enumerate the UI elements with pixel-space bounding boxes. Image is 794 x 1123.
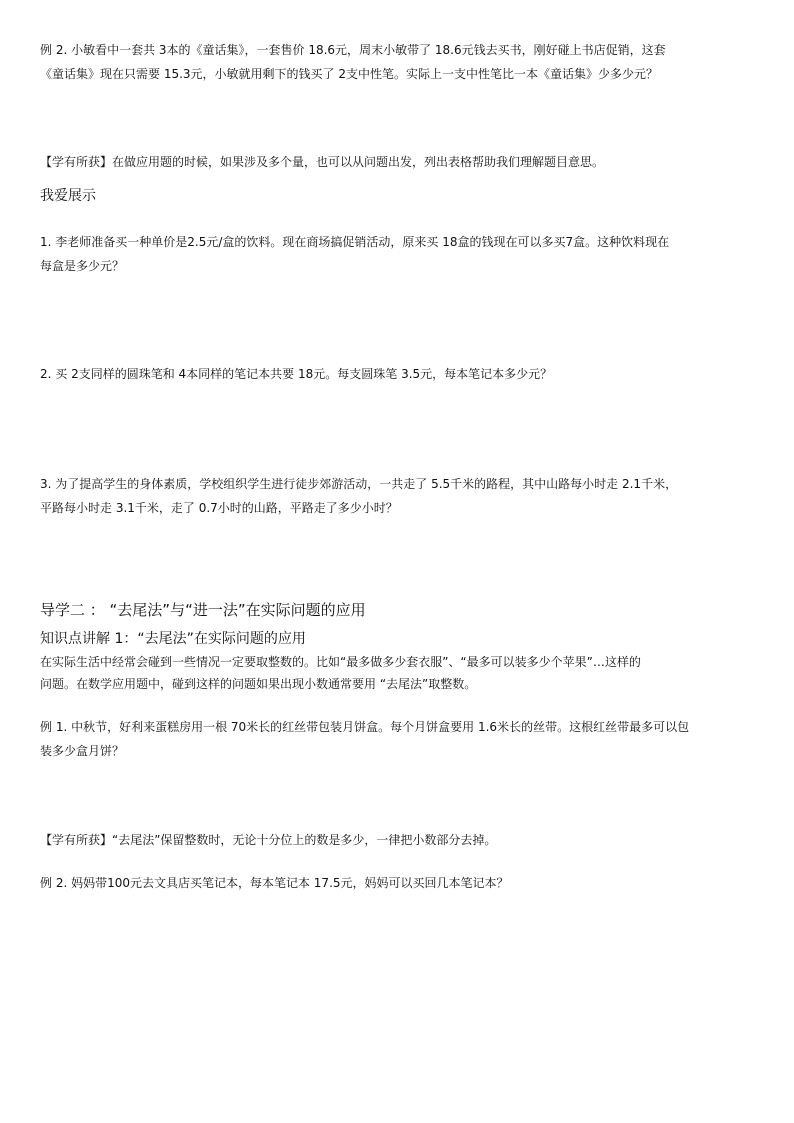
learning-summary-1: 【学有所获】在做应用题的时候，如果涉及多个量，也可以从问题出发，列出表格帮助我们理解题目意思。: [40, 155, 605, 169]
question-3-line-1: 3. 为了提高学生的身体素质，学校组织学生进行徒步郊游活动，一共走了 5.5千米的路程，其中山路每小时走 2.1千米，: [40, 477, 678, 491]
example-2-problem: [40, 38, 752, 86]
example-1-problem: [40, 715, 752, 763]
question-1-line-1: 1. 李老师准备买一种单价是2.5元/盒的饮料。现在商场搞促销活动，原来买 18盒的钱现在可以多买7盒。这种饮料现在: [40, 235, 670, 249]
knowledge-point-1-title: 知识点讲解 1：“去尾法”在实际问题的应用: [40, 631, 306, 647]
example-2-line-2: 《童话集》现在只需要 15.3元，小敏就用剩下的钱买了 2支中性笔。实际上一支中性笔比一本《童话集》少多少元？: [40, 67, 658, 81]
example-2-notebook-problem: 例 2. 妈妈带100元去文具店买笔记本，每本笔记本 17.5元，妈妈可以买回几本笔记本？: [40, 876, 509, 890]
example-1-line-2: 装多少盒月饼？: [40, 744, 125, 758]
intro-paragraph: [40, 651, 752, 695]
question-3-line-2: 平路每小时走 3.1千米，走了 0.7小时的山路，平路走了多少小时？: [40, 501, 398, 515]
question-2: 2. 买 2支同样的圆珠笔和 4本同样的笔记本共要 18元。每支圆珠笔 3.5元，每本笔记本多少元？: [40, 367, 553, 381]
show-section-title: 我爱展示: [40, 188, 96, 204]
intro-line-2: 问题。在数学应用题中，碰到这样的问题如果出现小数通常要用 “去尾法”取整数。: [40, 677, 477, 691]
example-2-line-1: 例 2. 小敏看中一套共 3本的《童话集》，一套售价 18.6元，周末小敏带了 18.6元钱去买书，刚好碰上书店促销，这套: [40, 43, 666, 57]
question-1-line-2: 每盒是多少元？: [40, 259, 125, 273]
question-3: [40, 472, 752, 520]
section-2-title: 导学二 ： “去尾法”与“进一法”在实际问题的应用: [40, 601, 366, 619]
learning-summary-2: 【学有所获】“去尾法”保留整数时，无论十分位上的数是多少，一律把小数部分去掉。: [40, 833, 497, 847]
question-1: [40, 230, 752, 278]
intro-line-1: 在实际生活中经常会碰到一些情况一定要取整数的。比如“最多做多少套衣服”、“最多可以装多少个苹果”…这样的: [40, 655, 641, 669]
example-1-line-1: 例 1. 中秋节，好利来蛋糕房用一根 70米长的红丝带包装月饼盒。每个月饼盒要用 1.6米长的丝带。这根红丝带最多可以包: [40, 720, 690, 734]
